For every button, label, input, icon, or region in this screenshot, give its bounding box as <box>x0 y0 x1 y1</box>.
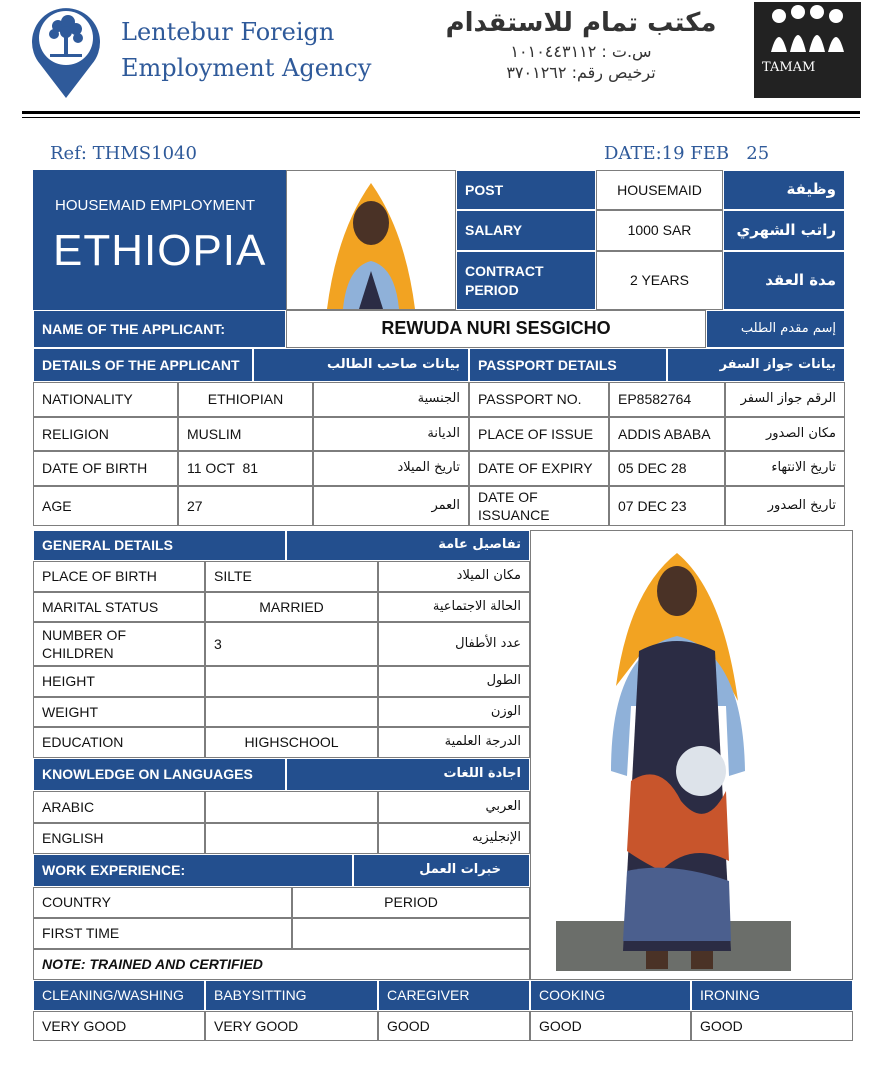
arabic-value <box>205 791 378 823</box>
salary-label: SALARY <box>456 210 596 251</box>
age-label: AGE <box>33 486 178 526</box>
post-value: HOUSEMAID <box>596 170 723 210</box>
passport-header-ar: بيانات جواز السفر <box>667 348 845 382</box>
header-divider-thin <box>22 117 860 118</box>
training-note: NOTE: TRAINED AND CERTIFIED <box>33 949 530 980</box>
applicant-full-photo <box>530 530 853 980</box>
dob-value: 11 OCT 81 <box>178 451 313 486</box>
place-of-issue-label-ar: مكان الصدور <box>725 417 845 451</box>
english-label-ar: الإنجليزيه <box>378 823 530 854</box>
languages-header-ar: اجادة اللغات <box>286 758 530 791</box>
marital-status-label-ar: الحالة الاجتماعية <box>378 592 530 622</box>
passport-no-label: PASSPORT NO. <box>469 382 609 417</box>
marital-status-value: MARRIED <box>205 592 378 622</box>
religion-value: MUSLIM <box>178 417 313 451</box>
passport-no-label-ar: الرقم جواز السفر <box>725 382 845 417</box>
place-of-issue-label: PLACE OF ISSUE <box>469 417 609 451</box>
dob-label: DATE OF BIRTH <box>33 451 178 486</box>
age-label-ar: العمر <box>313 486 469 526</box>
religion-label: RELIGION <box>33 417 178 451</box>
arabic-label-ar: العربي <box>378 791 530 823</box>
height-label-ar: الطول <box>378 666 530 697</box>
children-label <box>33 622 205 666</box>
place-of-issue-value: ADDIS ABABA <box>609 417 725 451</box>
place-of-birth-label: PLACE OF BIRTH <box>33 561 205 592</box>
agency-name-line2: Employment Agency <box>121 54 372 82</box>
tree-pin-icon <box>28 2 104 100</box>
english-value <box>205 823 378 854</box>
contract-label-line1: CONTRACT <box>465 263 544 280</box>
education-label: EDUCATION <box>33 727 205 758</box>
reference-number: Ref: THMS1040 <box>50 143 197 164</box>
date-of-issuance-label-line1: DATE OF <box>478 488 538 505</box>
skill-caregiver-level: GOOD <box>378 1011 530 1041</box>
date-of-expiry-label: DATE OF EXPIRY <box>469 451 609 486</box>
english-label: ENGLISH <box>33 823 205 854</box>
experience-header-ar: خبرات العمل <box>353 854 530 887</box>
arabic-label: ARABIC <box>33 791 205 823</box>
agency-name-ar <box>420 4 742 84</box>
skill-cleaning-level: VERY GOOD <box>33 1011 205 1041</box>
skill-cleaning-header: CLEANING/WASHING <box>33 980 205 1011</box>
agency-ar-title: مكتب تمام للاستقدام <box>445 8 717 38</box>
details-header: DETAILS OF THE APPLICANT <box>33 348 253 382</box>
religion-label-ar: الديانة <box>313 417 469 451</box>
tamam-logo <box>754 2 861 98</box>
agency-ar-license: ترخيص رقم: ٣٧٠١٢٦٢ <box>506 63 656 82</box>
skill-cooking-header: COOKING <box>530 980 691 1011</box>
date-of-issuance-label-line2: ISSUANCE <box>478 507 550 523</box>
skill-caregiver-header: CAREGIVER <box>378 980 530 1011</box>
marital-status-label: MARITAL STATUS <box>33 592 205 622</box>
hero-subtitle: HOUSEMAID EMPLOYMENT <box>55 197 256 214</box>
experience-period-value <box>292 918 530 949</box>
education-value: HIGHSCHOOL <box>205 727 378 758</box>
date-of-issuance-value: 07 DEC 23 <box>609 486 725 526</box>
date-of-issuance-label-ar: تاريخ الصدور <box>725 486 845 526</box>
header-divider-thick <box>22 111 860 114</box>
nationality-value: ETHIOPIAN <box>178 382 313 417</box>
details-header-ar: بيانات صاحب الطالب <box>253 348 469 382</box>
education-label-ar: الدرجة العلمية <box>378 727 530 758</box>
document-date: DATE:19 FEB 25 <box>604 143 770 164</box>
experience-country-value: FIRST TIME <box>33 918 292 949</box>
post-label: POST <box>456 170 596 210</box>
height-label: HEIGHT <box>33 666 205 697</box>
height-value <box>205 666 378 697</box>
full-body-photo <box>531 531 852 979</box>
age-value: 27 <box>178 486 313 526</box>
contract-label-line2: PERIOD <box>465 281 519 298</box>
place-of-birth-label-ar: مكان الميلاد <box>378 561 530 592</box>
skill-babysitting-header: BABYSITTING <box>205 980 378 1011</box>
post-label-ar: وظيفة <box>723 170 845 210</box>
experience-header: WORK EXPERIENCE: <box>33 854 353 887</box>
nationality-label-ar: الجنسية <box>313 382 469 417</box>
agency-ar-cr: س.ت : ١٠١٠٤٤٣١١٢ <box>510 42 652 61</box>
period-column-header: PERIOD <box>292 887 530 918</box>
children-label-ar: عدد الأطفال <box>378 622 530 666</box>
weight-label-ar: الوزن <box>378 697 530 727</box>
place-of-birth-value: SILTE <box>205 561 378 592</box>
contract-label <box>456 251 596 310</box>
applicant-portrait <box>286 170 456 310</box>
tamam-logo-text: TAMAM <box>762 60 816 75</box>
general-header-ar: تفاصيل عامة <box>286 530 530 561</box>
salary-value: 1000 SAR <box>596 210 723 251</box>
agency-name-en <box>121 14 391 86</box>
people-icon <box>754 2 861 58</box>
languages-header: KNOWLEDGE ON LANGUAGES <box>33 758 286 791</box>
applicant-name-value: REWUDA NURI SESGICHO <box>286 310 706 348</box>
applicant-name-label: NAME OF THE APPLICANT: <box>33 310 286 348</box>
nationality-label: NATIONALITY <box>33 382 178 417</box>
children-value: 3 <box>205 622 378 666</box>
passport-no-value: EP8582764 <box>609 382 725 417</box>
portrait-photo <box>287 171 455 309</box>
contract-label-ar: مدة العقد <box>723 251 845 310</box>
hero-banner <box>33 170 286 310</box>
date-of-issuance-label <box>469 486 609 526</box>
skill-ironing-header: IRONING <box>691 980 853 1011</box>
weight-value <box>205 697 378 727</box>
date-of-expiry-value: 05 DEC 28 <box>609 451 725 486</box>
country-column-header: COUNTRY <box>33 887 292 918</box>
weight-label: WEIGHT <box>33 697 205 727</box>
contract-value: 2 YEARS <box>596 251 723 310</box>
hero-country: ETHIOPIA <box>53 226 267 275</box>
agency-logo <box>28 2 104 100</box>
date-of-expiry-label-ar: تاريخ الانتهاء <box>725 451 845 486</box>
agency-name-line1: Lentebur Foreign <box>121 18 335 46</box>
children-label-line2: CHILDREN <box>42 645 114 661</box>
skill-cooking-level: GOOD <box>530 1011 691 1041</box>
general-header: GENERAL DETAILS <box>33 530 286 561</box>
children-label-line1: NUMBER OF <box>42 626 126 643</box>
applicant-name-label-ar: إسم مقدم الطلب <box>706 310 845 348</box>
skill-babysitting-level: VERY GOOD <box>205 1011 378 1041</box>
passport-header: PASSPORT DETAILS <box>469 348 667 382</box>
salary-label-ar: راتب الشهري <box>723 210 845 251</box>
dob-label-ar: تاريخ الميلاد <box>313 451 469 486</box>
skill-ironing-level: GOOD <box>691 1011 853 1041</box>
